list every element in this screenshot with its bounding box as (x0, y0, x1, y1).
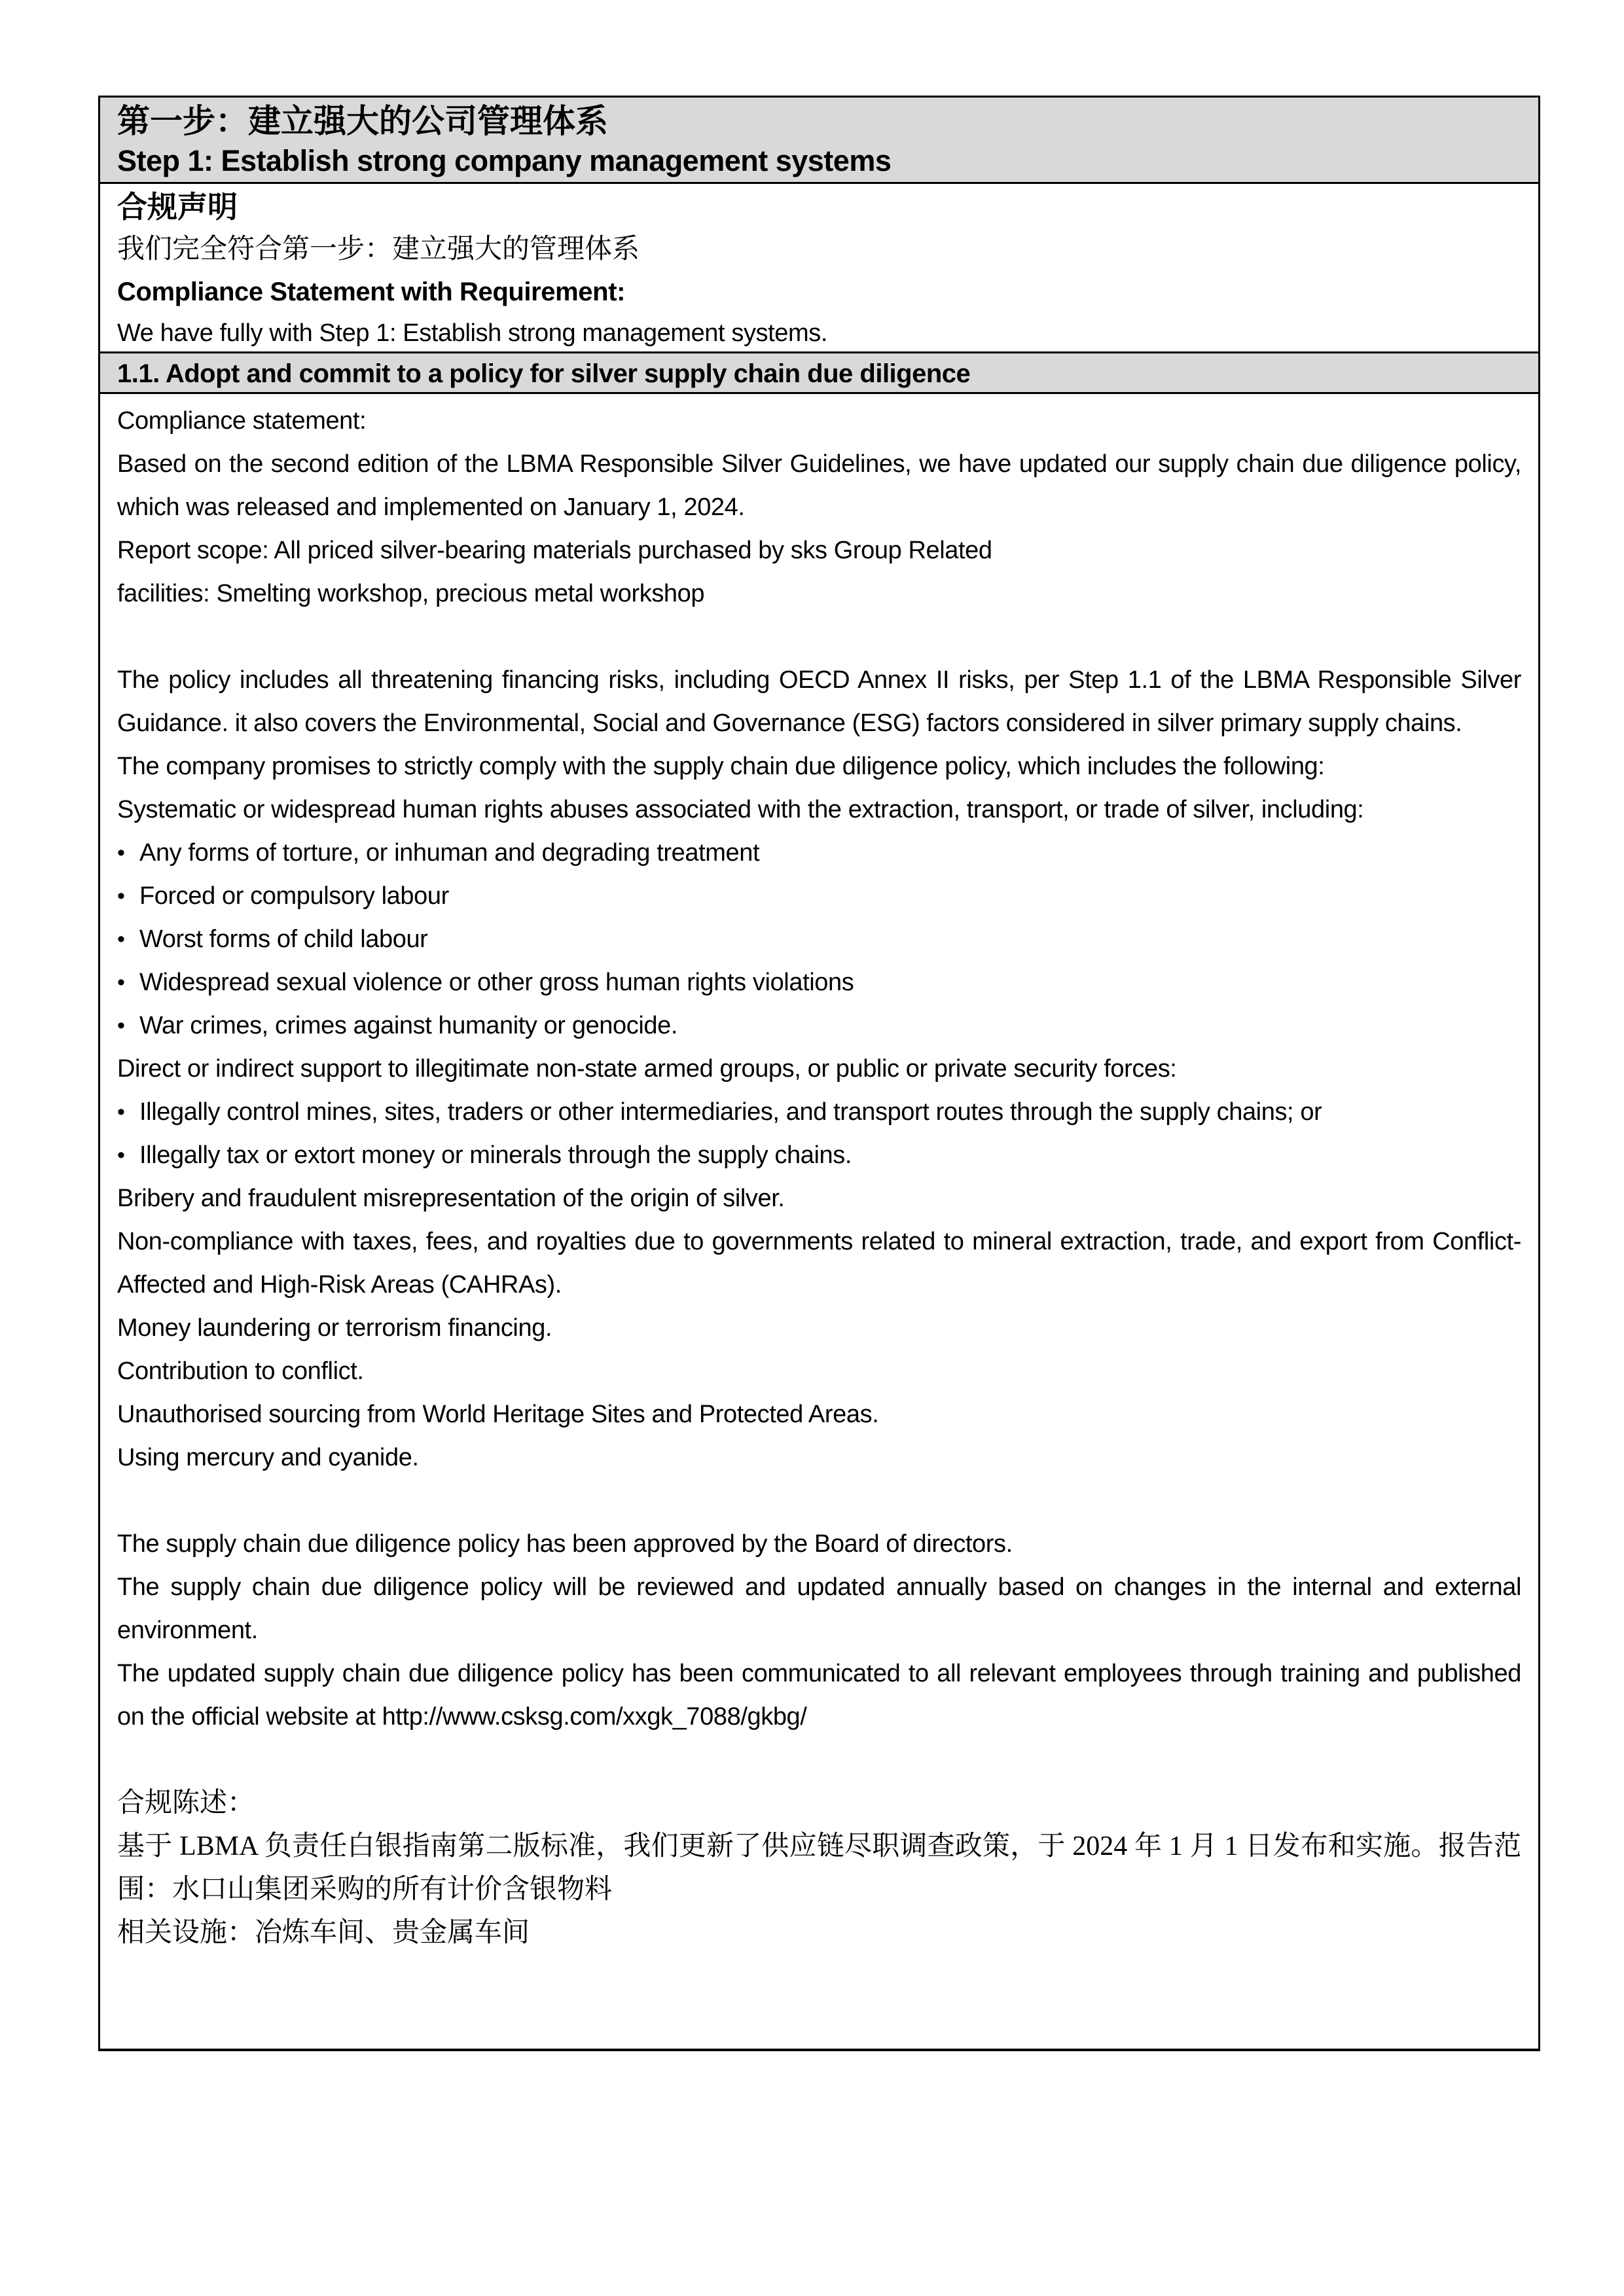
body-paragraph: The supply chain due diligence policy has been approved by the Board of directors. (117, 1530, 1013, 1558)
bullet-item (117, 1090, 1521, 1134)
bullet-item (117, 1004, 1521, 1047)
bullet-text: Widespread sexual violence or other gross human rights violations (139, 969, 854, 996)
body-paragraph: Systematic or widespread human rights abuses associated with the extraction, transport, or trade of silver, including: (117, 796, 1364, 823)
body-paragraph: Non-compliance with taxes, fees, and royalties due to governments related to mineral extraction, trade, and export from Conflict-Affected and High-Risk Areas (CAHRAs). (117, 1228, 1521, 1299)
body-paragraph: The policy includes all threatening financing risks, including OECD Annex II risks, per Step 1.1 of the LBMA Responsible Silver Guidance. it also covers the Environmental, Social and Governance (ESG) factors considered in silver primary supply chains. (117, 666, 1521, 737)
body-paragraph: The supply chain due diligence policy will be reviewed and updated annually based on changes in the internal and external environment. (117, 1573, 1521, 1644)
blank-line (117, 1479, 1521, 1522)
bullet-text: Illegally control mines, sites, traders or other intermediaries, and transport routes through the supply chains; or (139, 1098, 1322, 1126)
body-paragraph: Using mercury and cyanide. (117, 1444, 419, 1471)
statement-heading-en: Compliance Statement with Requirement: (117, 278, 626, 306)
bullet-icon: • (117, 884, 125, 908)
bullet-icon: • (117, 1143, 125, 1168)
bullet-text: Any forms of torture, or inhuman and degrading treatment (139, 839, 760, 867)
compliance-table (98, 96, 1540, 2051)
bullet-item (117, 874, 1521, 918)
body-paragraph: Money laundering or terrorism financing. (117, 1314, 552, 1342)
bullet-item (117, 831, 1521, 874)
body-paragraph: Bribery and fraudulent misrepresentation of the origin of silver. (117, 1185, 785, 1212)
step-header-row (100, 98, 1538, 182)
bullet-icon: • (117, 1100, 125, 1124)
step-title-zh: 第一步：建立强大的公司管理体系 (117, 103, 608, 139)
section-header-row (100, 351, 1538, 392)
body-paragraph: Compliance statement: (117, 407, 367, 435)
blank-line (117, 615, 1521, 658)
statement-body-en: We have fully with Step 1: Establish strong management systems. (117, 319, 828, 347)
statement-heading-zh: 合规声明 (117, 190, 238, 224)
blank-line (117, 1738, 1521, 1782)
body-paragraph: Report scope: All priced silver-bearing materials purchased by sks Group Related (117, 537, 992, 564)
step-title-en: Step 1: Establish strong company management systems (117, 144, 892, 177)
body-paragraph: facilities: Smelting workshop, precious metal workshop (117, 580, 705, 607)
body-paragraph: Direct or indirect support to illegitimate non-state armed groups, or public or private security forces: (117, 1055, 1177, 1083)
body-paragraph-zh: 基于 LBMA 负责任白银指南第二版标准，我们更新了供应链尽职调查政策，于 2024 年 1 月 1 日发布和实施。报告范围：水口山集团采购的所有计价含银物料 (117, 1831, 1521, 1905)
bullet-item (117, 961, 1521, 1004)
body-paragraph-zh: 相关设施：冶炼车间、贵金属车间 (117, 1918, 530, 1948)
bullet-text: Forced or compulsory labour (139, 882, 449, 910)
body-paragraph: The company promises to strictly comply with the supply chain due diligence policy, which includes the following: (117, 753, 1325, 780)
bullet-text: War crimes, crimes against humanity or genocide. (139, 1012, 678, 1039)
bullet-icon: • (117, 1013, 125, 1038)
bullet-icon: • (117, 927, 125, 952)
statement-body-zh: 我们完全符合第一步：建立强大的管理体系 (117, 234, 640, 264)
bullet-item (117, 1134, 1521, 1177)
section-body (100, 392, 1538, 2049)
body-paragraph: Contribution to conflict. (117, 1357, 364, 1385)
section-title: 1.1. Adopt and commit to a policy for silver supply chain due diligence (117, 359, 971, 388)
bullet-item (117, 918, 1521, 961)
body-paragraph-zh: 合规陈述： (117, 1788, 255, 1818)
bullet-text: Worst forms of child labour (139, 925, 428, 953)
body-paragraph: Unauthorised sourcing from World Heritage Sites and Protected Areas. (117, 1401, 879, 1428)
body-paragraph: The updated supply chain due diligence policy has been communicated to all relevant employees through training and published on the official website at http://www.csksg.com/xxgk_7088/gkbg/ (117, 1660, 1521, 1731)
body-paragraph: Based on the second edition of the LBMA Responsible Silver Guidelines, we have updated our supply chain due diligence policy, which was released and implemented on January 1, 2024. (117, 450, 1521, 521)
bullet-icon: • (117, 840, 125, 865)
bullet-icon: • (117, 970, 125, 995)
bullet-text: Illegally tax or extort money or minerals through the supply chains. (139, 1141, 852, 1169)
compliance-statement-row (100, 182, 1538, 351)
